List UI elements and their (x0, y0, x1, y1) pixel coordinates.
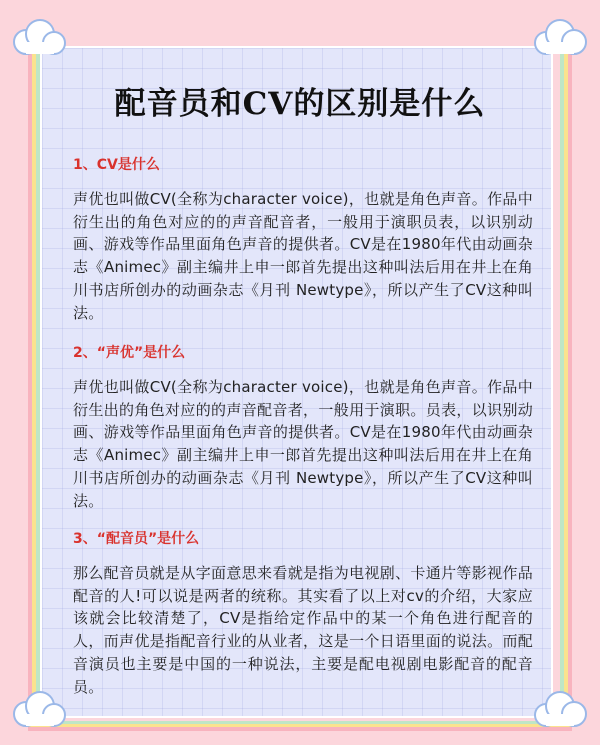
rainbow-border-right (560, 40, 572, 725)
rainbow-border-left (28, 40, 40, 725)
cloud-bottom-right-icon (530, 688, 592, 730)
section-heading-cv: 1、CV是什么 (73, 157, 160, 173)
section-body-seiyuu: 声优也叫做CV(全称为character voice)，也就是角色声音。作品中衍生出的角色对应的的声音配音者，一般用于演职。员表，以识别动画、游戏等作品里面角色声音的提供者。CV是在1980年代由动画杂志《Animec》副主编井上申一郎首先提出这种叫法后用在井上在角川书店所创办的动画杂志《月刊 Newtype》，所以产生了CV这种叫法。 (73, 378, 533, 510)
section-heading-dubber: 3、“配音员”是什么 (73, 531, 200, 547)
cloud-top-right-icon (530, 16, 592, 58)
cloud-bottom-left-icon (8, 688, 70, 730)
cloud-top-left-icon (8, 16, 70, 58)
section-heading-seiyuu: 2、“声优”是什么 (73, 345, 186, 361)
section-body-dubber: 那么配音员就是从字面意思来看就是指为电视剧、卡通片等影视作品配音的人!可以说是两者的统称。其实看了以上对cv的介绍，大家应该就会比较清楚了，CV是指给定作品中的某一个角色进行配音的人，而声优是指配音行业的从业者，这是一个日语里面的说法。而配音演员也主要是中国的一种说法，主要是配电视剧电影配音的配音员。 (73, 564, 533, 696)
section-body-cv: 声优也叫做CV(全称为character voice)，也就是角色声音。作品中衍生出的角色对应的的声音配音者，一般用于演职员表，以识别动画、游戏等作品里面角色声音的提供者。CV是在1980年代由动画杂志《Animec》副主编井上申一郎首先提出这种叫法后用在井上在角川书店所创办的动画杂志《月刊 Newtype》，所以产生了CV这种叫法。 (73, 190, 533, 322)
rainbow-border-bottom (28, 721, 572, 731)
page-title: 配音员和CV的区别是什么 (114, 86, 486, 122)
